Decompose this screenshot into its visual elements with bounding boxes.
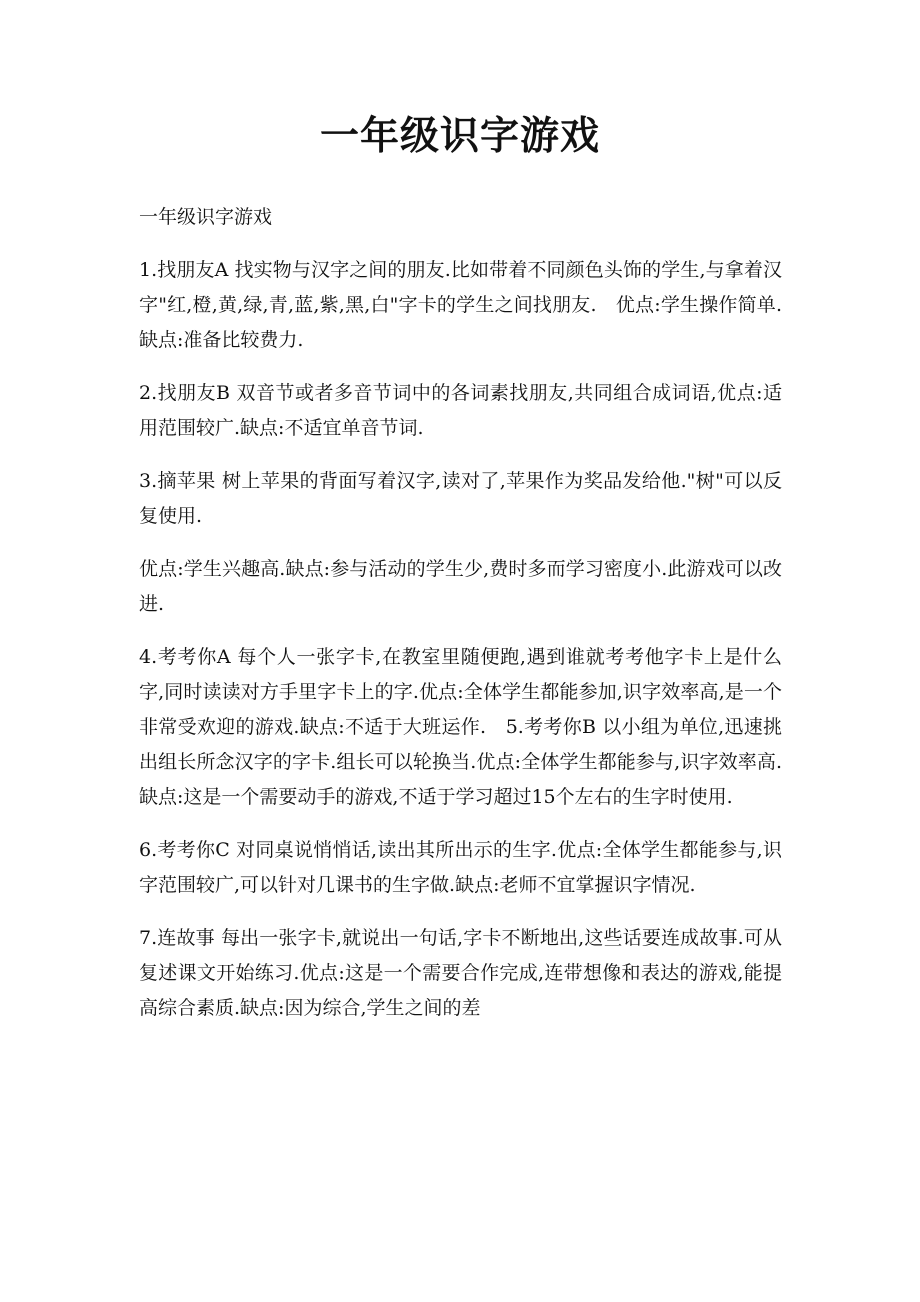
paragraph-game-1: 1.找朋友A 找实物与汉字之间的朋友.比如带着不同颜色头饰的学生,与拿着汉字"红,橙,黄,绿,青,蓝,紫,黑,白"字卡的学生之间找朋友. 优点:学生操作简单.缺点:准备比较费力. (139, 259, 782, 351)
document-title: 一年级识字游戏 (319, 113, 600, 159)
paragraph-game-7: 7.连故事 每出一张字卡,就说出一句话,字卡不断地出,这些话要连成故事.可从复述课文开始练习.优点:这是一个需要合作完成,连带想像和表达的游戏,能提高综合素质.缺点:因为综合,学生之间的差 (139, 927, 782, 1019)
paragraph-subtitle: 一年级识字游戏 (139, 206, 273, 228)
paragraph-game-3-evaluation: 优点:学生兴趣高.缺点:参与活动的学生少,费时多而学习密度小.此游戏可以改进. (139, 558, 782, 615)
paragraph-game-4-5: 4.考考你A 每个人一张字卡,在教室里随便跑,遇到谁就考考他字卡上是什么字,同时读读对方手里字卡上的字.优点:全体学生都能参加,识字效率高,是一个非常受欢迎的游戏.缺点:不适于大班运作. 5.考考你B 以小组为单位,迅速挑出组长所念汉字的字卡.组长可以轮换当.优点:全体学生都能参与,识字效率高.缺点:这是一个需要动手的游戏,不适于学习超过15个左右的生字时使用. (139, 646, 782, 808)
document-body (139, 200, 782, 1044)
paragraph-game-6: 6.考考你C 对同桌说悄悄话,读出其所出示的生字.优点:全体学生都能参与,识字范围较广,可以针对几课书的生字做.缺点:老师不宜掌握识字情况. (139, 839, 782, 896)
paragraph-game-3: 3.摘苹果 树上苹果的背面写着汉字,读对了,苹果作为奖品发给他."树"可以反复使用. (139, 470, 782, 527)
paragraph-game-2: 2.找朋友B 双音节或者多音节词中的各词素找朋友,共同组合成词语,优点:适用范围较广.缺点:不适宜单音节词. (139, 382, 782, 439)
